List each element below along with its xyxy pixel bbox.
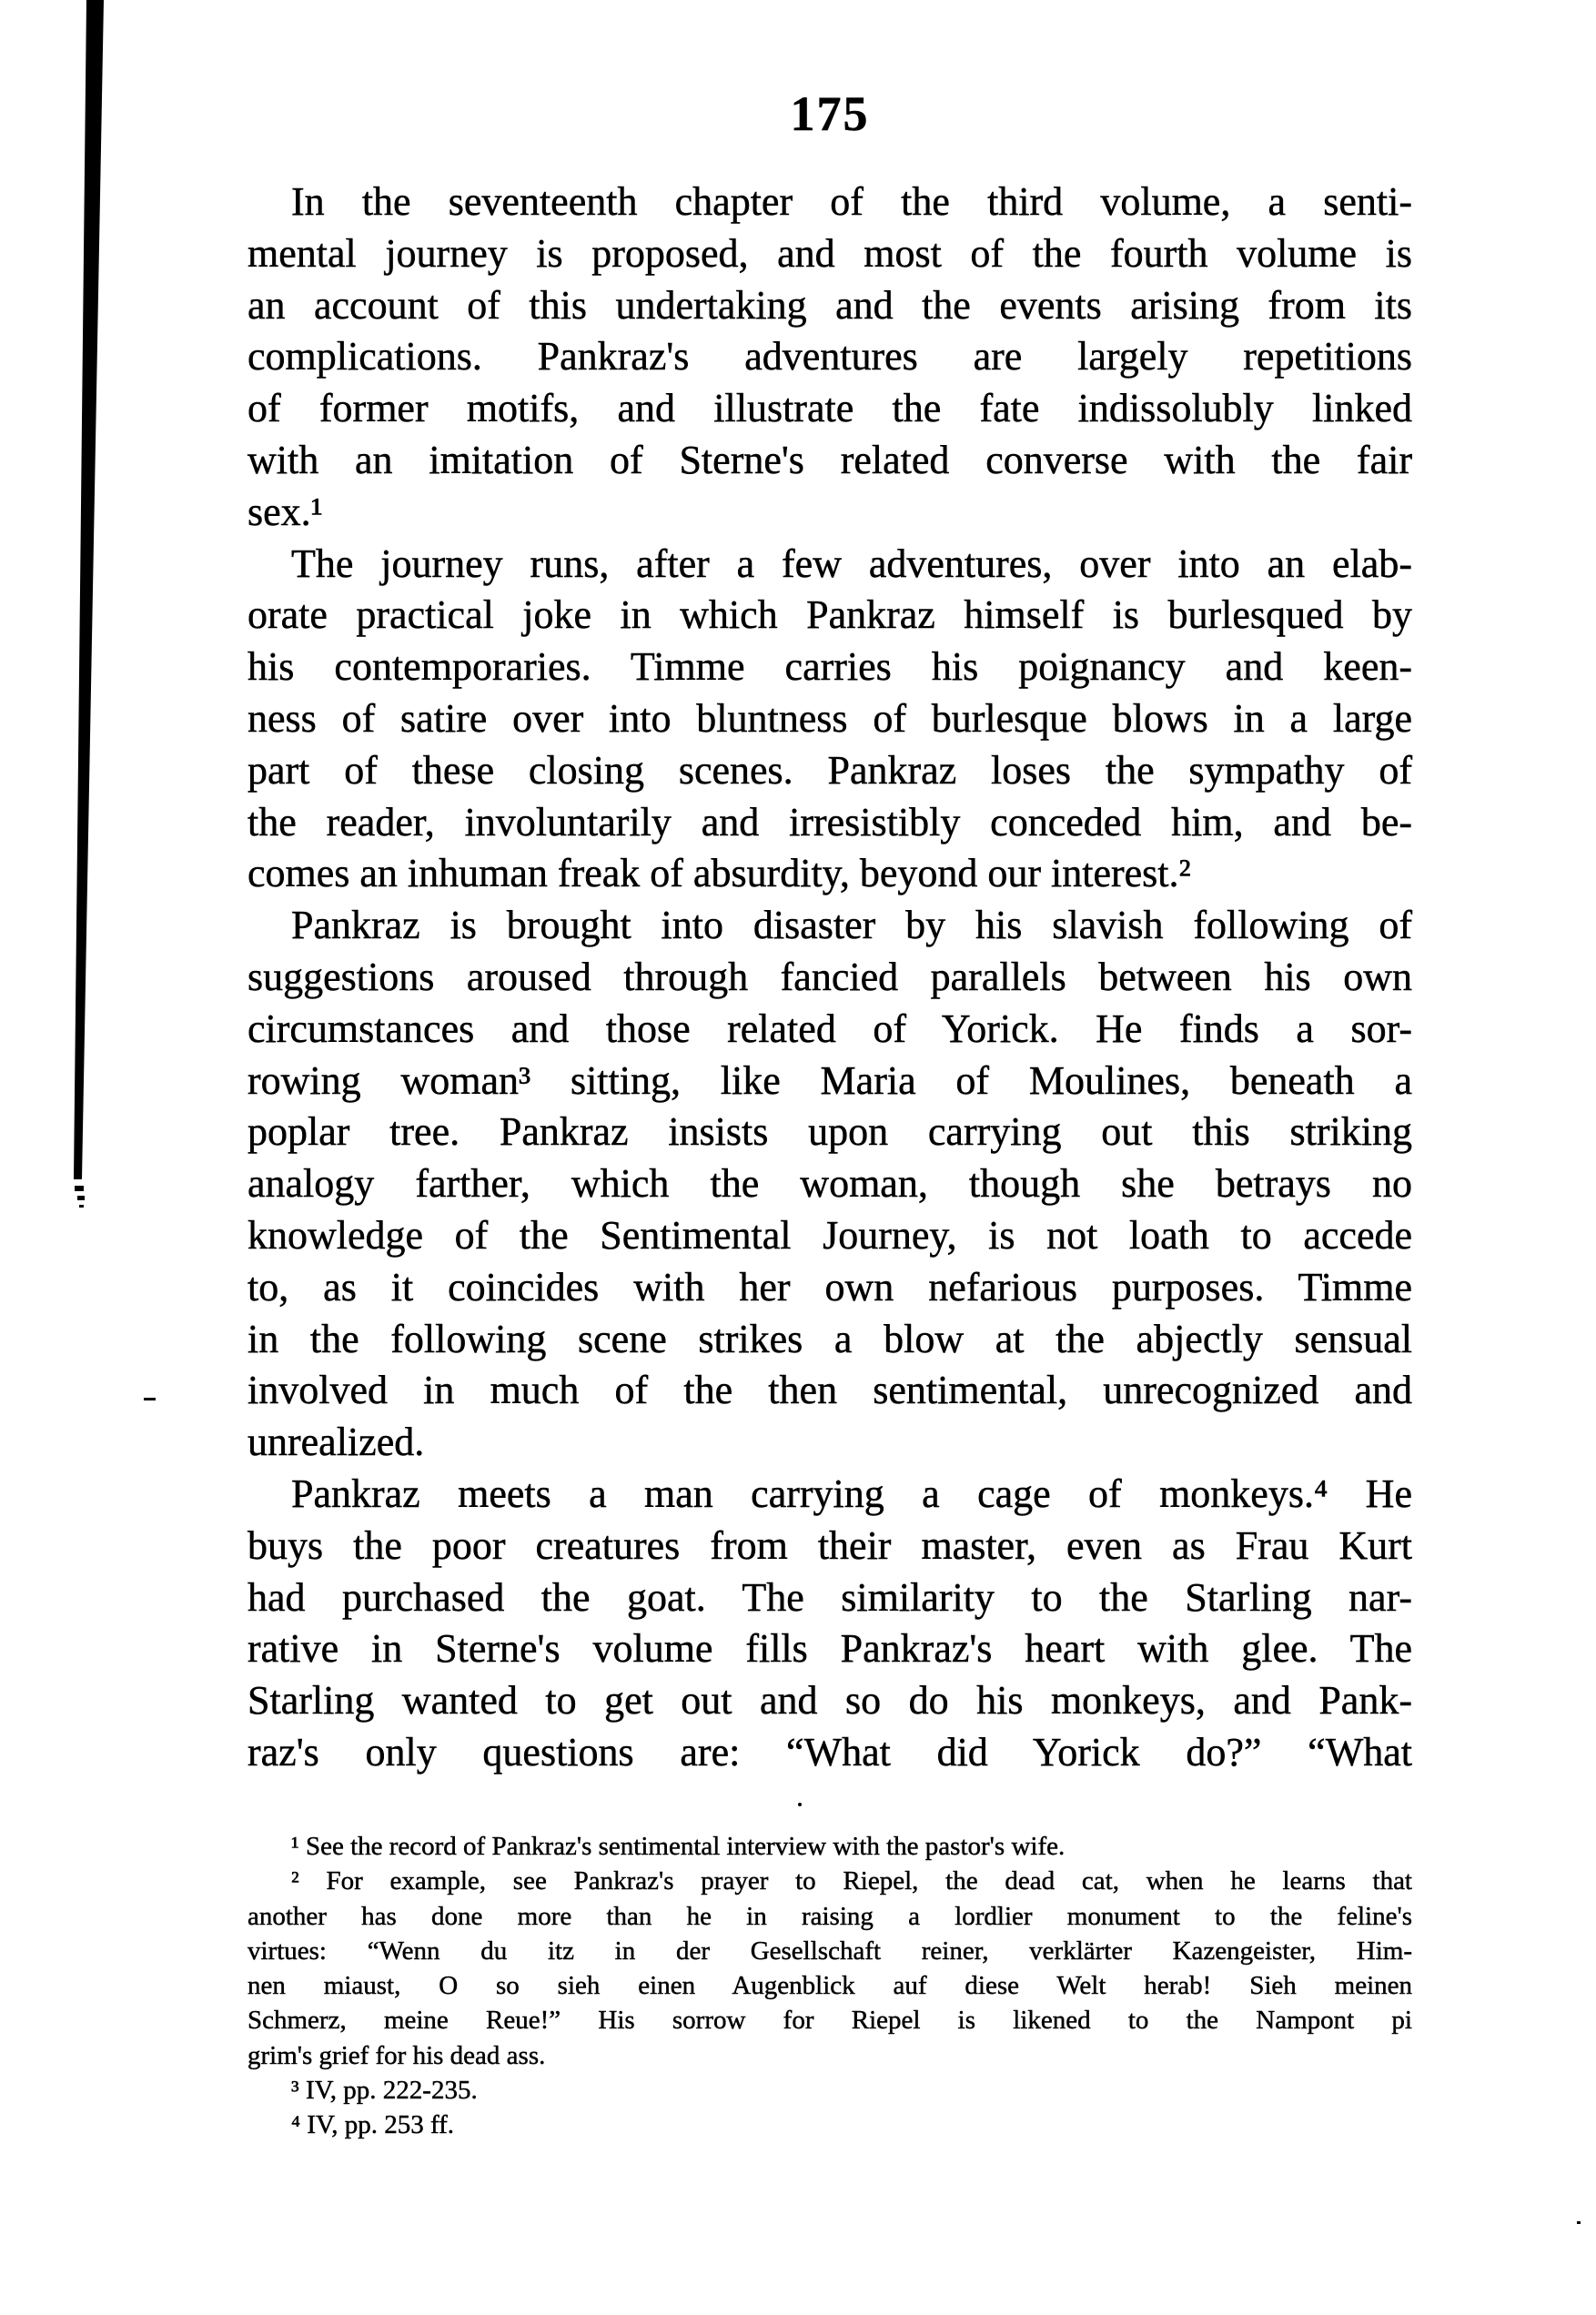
body-text-line: Starling wanted to get out and so do his monkeys, and Pank- bbox=[247, 1678, 1412, 1724]
body-text-line: mental journey is proposed, and most of the fourth volume is bbox=[247, 230, 1412, 276]
separator-dot bbox=[798, 1803, 802, 1806]
body-text-line: orate practical joke in which Pankraz himself is burlesqued by bbox=[247, 592, 1412, 638]
body-text-line: to, as it coincides with her own nefarious purposes. Timme bbox=[247, 1264, 1412, 1309]
body-text-line: In the seventeenth chapter of the third volume, a senti- bbox=[291, 179, 1412, 224]
paragraph bbox=[247, 1829, 1412, 1864]
paragraph bbox=[247, 539, 1412, 901]
body-text-line: in the following scene strikes a blow at the abjectly sensual bbox=[247, 1316, 1412, 1361]
body-text-line: suggestions aroused through fancied parallels between his own bbox=[247, 954, 1412, 999]
footnote-line: ³ IV, pp. 222-235. bbox=[291, 2076, 478, 2106]
body-text-line: part of these closing scenes. Pankraz loses the sympathy of bbox=[247, 747, 1412, 793]
scan-binding-line bbox=[0, 0, 182, 1238]
body-text-line: Pankraz is brought into disaster by his slavish following of bbox=[291, 903, 1412, 948]
paragraph bbox=[247, 900, 1412, 1469]
body-text-line: the reader, involuntarily and irresistibly conceded him, and be- bbox=[247, 799, 1412, 844]
body-text-line: The journey runs, after a few adventures, over into an elab- bbox=[291, 541, 1412, 586]
paragraph bbox=[247, 1864, 1412, 2073]
footnote-line: Schmerz, meine Reue!” His sorrow for Riepel is likened to the Nampont pi bbox=[247, 2006, 1412, 2036]
footnote-line: virtues: “Wenn du itz in der Gesellschaft reiner, verklärter Kazengeister, Him- bbox=[247, 1936, 1412, 1966]
body-text-line: comes an inhuman freak of absurdity, beyond our interest.² bbox=[247, 851, 1191, 896]
body-text-line: with an imitation of Sterne's related converse with the fair bbox=[247, 437, 1412, 482]
body-text-line: rative in Sterne's volume fills Pankraz's heart with glee. The bbox=[247, 1626, 1412, 1672]
scan-speck bbox=[144, 1398, 156, 1400]
body-text-line: involved in much of the then sentimental, unrecognized and bbox=[247, 1368, 1412, 1413]
footnote-line: nen miaust, O so sieh einen Augenblick auf diese Welt herab! Sieh meinen bbox=[247, 1971, 1412, 2001]
body-text-line: sex.¹ bbox=[247, 489, 323, 534]
paragraph bbox=[247, 1469, 1412, 1779]
footnote-line: ² For example, see Pankraz's prayer to Riepel, the dead cat, when he learns that bbox=[291, 1866, 1412, 1896]
body-text-line: ness of satire over into bluntness of burlesque blows in a large bbox=[247, 695, 1412, 741]
body-text-line: raz's only questions are: “What did Yorick do?” “What bbox=[247, 1729, 1412, 1774]
footnotes bbox=[247, 1829, 1412, 2143]
paragraph bbox=[247, 2073, 1412, 2108]
body-text-line: knowledge of the Sentimental Journey, is not loath to accede bbox=[247, 1212, 1412, 1258]
body-text-line: rowing woman³ sitting, like Maria of Moulines, beneath a bbox=[247, 1057, 1412, 1103]
paragraph bbox=[247, 177, 1412, 539]
footnote-line: ⁴ IV, pp. 253 ff. bbox=[291, 2110, 455, 2140]
body-text-line: his contemporaries. Timme carries his poignancy and keen- bbox=[247, 644, 1412, 690]
scan-speck bbox=[1577, 2221, 1581, 2224]
body-text-line: of former motifs, and illustrate the fate indissolubly linked bbox=[247, 386, 1412, 431]
body-text-line: Pankraz meets a man carrying a cage of monkeys.⁴ He bbox=[291, 1471, 1412, 1516]
body-text bbox=[247, 177, 1412, 1779]
body-text-line: analogy farther, which the woman, though she betrays no bbox=[247, 1161, 1412, 1207]
paragraph bbox=[247, 2108, 1412, 2142]
body-text-line: an account of this undertaking and the events arising from its bbox=[247, 282, 1412, 328]
footnote-line: ¹ See the record of Pankraz's sentimental interview with the pastor's wife. bbox=[291, 1832, 1066, 1861]
body-text-line: complications. Pankraz's adventures are largely repetitions bbox=[247, 334, 1412, 379]
footnote-line: another has done more than he in raising a lordlier monument to the feline's bbox=[247, 1901, 1412, 1931]
body-text-line: had purchased the goat. The similarity to the Starling nar- bbox=[247, 1574, 1412, 1620]
body-text-line: unrealized. bbox=[247, 1420, 425, 1465]
body-text-line: circumstances and those related of Yorick. He finds a sor- bbox=[247, 1006, 1412, 1051]
body-text-line: poplar tree. Pankraz insists upon carrying out this striking bbox=[247, 1109, 1412, 1155]
page-number: 175 bbox=[790, 86, 870, 141]
footnote-line: grim's grief for his dead ass. bbox=[247, 2040, 546, 2070]
body-text-line: buys the poor creatures from their master, even as Frau Kurt bbox=[247, 1522, 1412, 1568]
